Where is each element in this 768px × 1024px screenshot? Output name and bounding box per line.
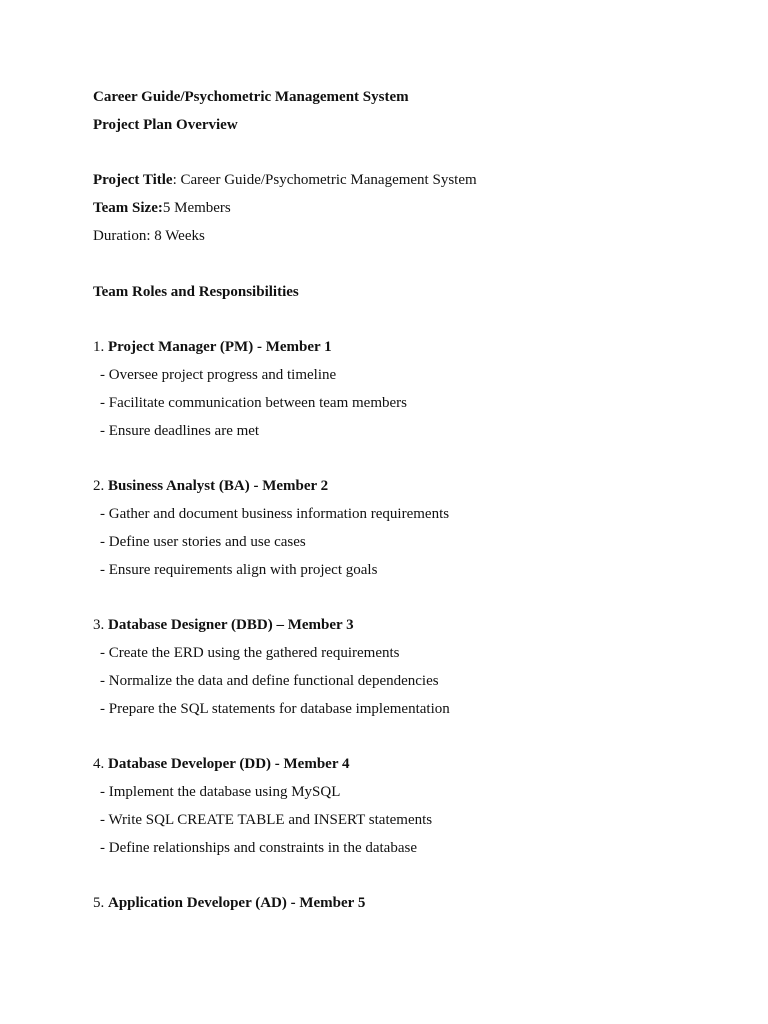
system-title: Career Guide/Psychometric Management System (93, 89, 409, 105)
role-number: 4. (93, 756, 108, 773)
team-size-label: Team Size: (93, 200, 163, 217)
spacer (93, 445, 733, 473)
role-item: - Write SQL CREATE TABLE and INSERT statements (100, 811, 433, 828)
role-title: Database Developer (DD) - Member 4 (108, 756, 350, 773)
spacer (93, 306, 733, 334)
role-item: - Create the ERD using the gathered requirements (100, 644, 400, 661)
role-number: 3. (93, 617, 108, 634)
team-size-value: 5 Members (162, 200, 231, 217)
role-heading-ba (93, 473, 733, 501)
spacer (93, 584, 733, 612)
role-item: - Facilitate communication between team members (100, 394, 407, 411)
spacer (93, 862, 733, 890)
duration-line: Duration: 8 Weeks (93, 227, 205, 244)
spacer (93, 140, 733, 168)
plan-title: Project Plan Overview (93, 116, 238, 133)
document-page (93, 84, 733, 918)
role-heading-dd (93, 751, 733, 779)
role-title: Business Analyst (BA) - Member 2 (108, 478, 329, 495)
role-item: - Prepare the SQL statements for database implementation (100, 700, 450, 717)
role-title: Project Manager (PM) - Member 1 (108, 339, 332, 356)
spacer (93, 251, 733, 279)
role-item: - Implement the database using MySQL (100, 783, 341, 800)
spacer (93, 723, 733, 751)
role-item: - Define user stories and use cases (100, 533, 306, 550)
role-title: Database Designer (DBD) – Member 3 (108, 617, 354, 634)
role-item: - Ensure deadlines are met (100, 422, 260, 439)
role-item: - Oversee project progress and timeline (100, 366, 337, 383)
role-item: - Gather and document business information requirements (100, 505, 450, 522)
role-item: - Normalize the data and define functional dependencies (100, 672, 439, 689)
project-title-value: : Career Guide/Psychometric Management System (172, 172, 477, 189)
roles-heading: Team Roles and Responsibilities (93, 283, 299, 300)
role-heading-pm (93, 334, 733, 362)
role-title: Application Developer (AD) - Member 5 (108, 895, 366, 912)
project-title-line (93, 167, 733, 195)
role-item: - Define relationships and constraints in the database (100, 839, 417, 856)
role-number: 1. (93, 339, 108, 356)
role-heading-dbd (93, 612, 733, 640)
project-title-label: Project Title (93, 172, 173, 189)
role-number: 2. (93, 478, 108, 495)
role-item: - Ensure requirements align with project goals (100, 561, 378, 578)
team-size-line (93, 195, 733, 223)
role-heading-ad (93, 890, 733, 918)
role-number: 5. (93, 895, 108, 912)
